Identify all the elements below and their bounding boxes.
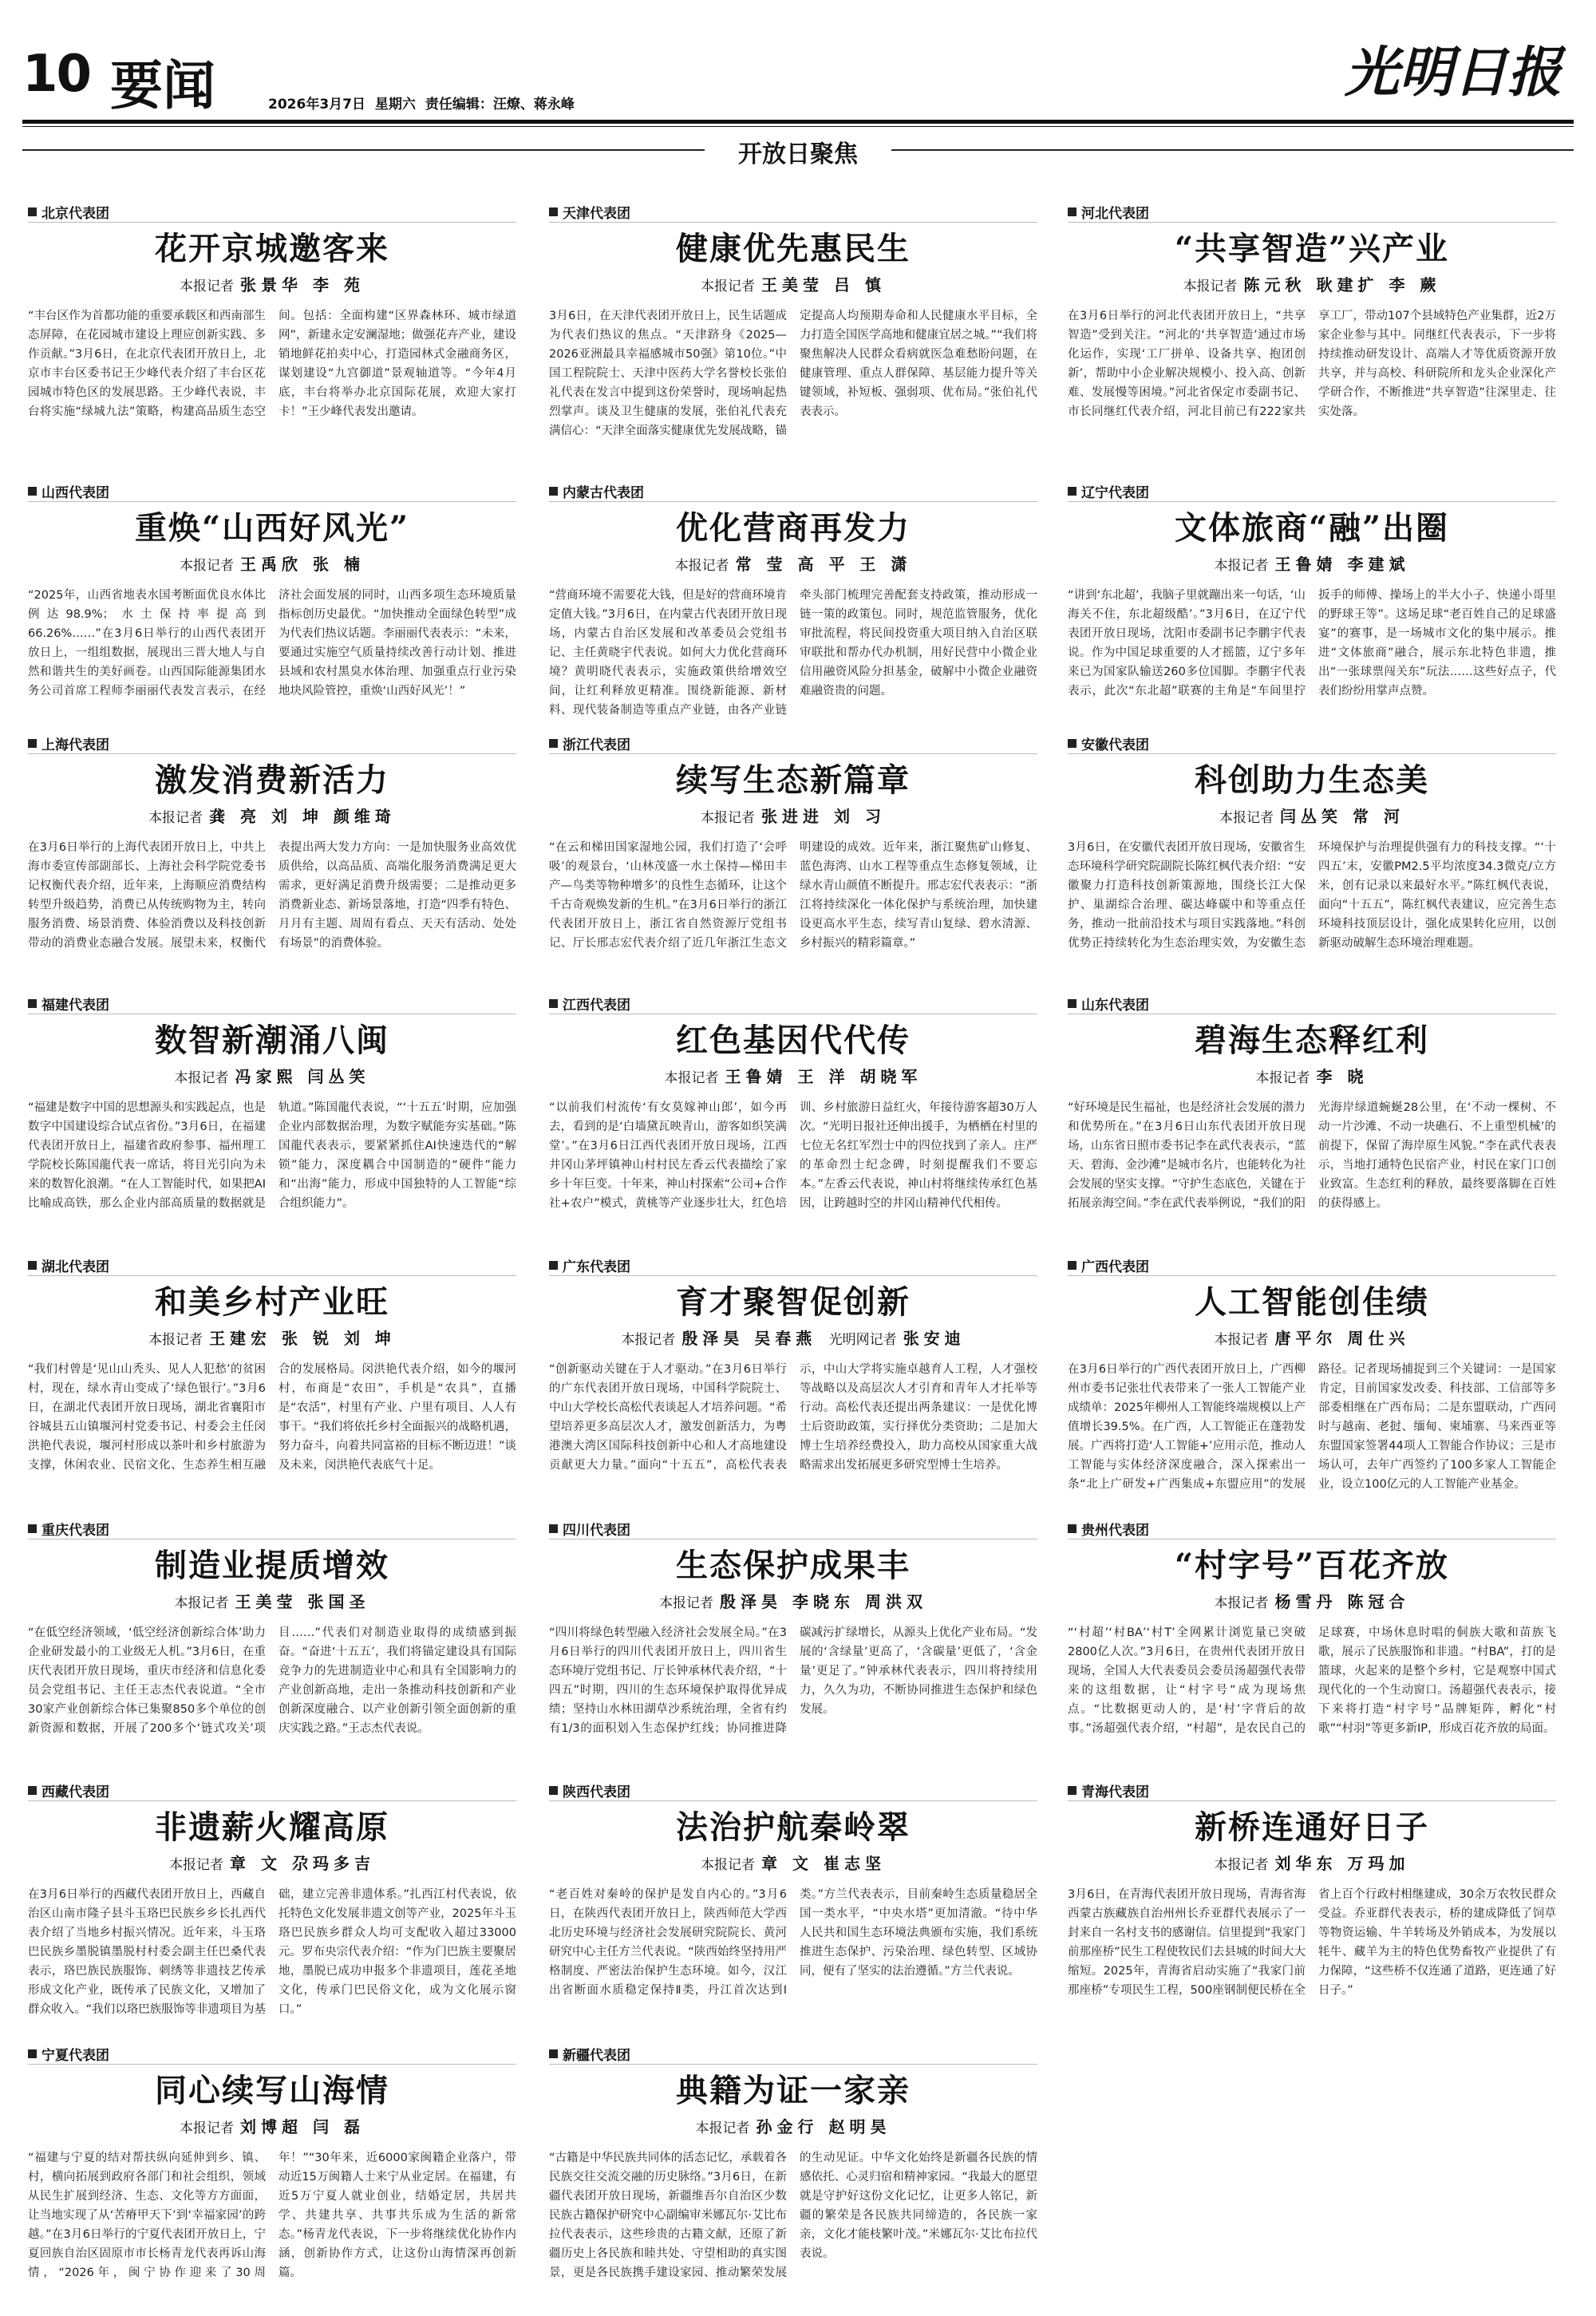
square-bullet-icon bbox=[549, 487, 558, 496]
delegation-label: 北京代表团 bbox=[41, 205, 109, 222]
byline-prefix: 本报记者 bbox=[148, 810, 203, 826]
delegation-tag bbox=[28, 733, 516, 754]
article-byline bbox=[549, 1851, 1037, 1874]
reporters: 章 文 尕玛多吉 bbox=[230, 1854, 375, 1873]
delegation-tag bbox=[1068, 1255, 1556, 1276]
square-bullet-icon bbox=[28, 2049, 37, 2058]
reporters: 王美莹 吕 慎 bbox=[761, 275, 886, 294]
article-body: 在3月6日举行的西藏代表团开放日上，西藏自治区山南市隆子县斗玉珞巴民族乡乡长扎西代表介绍了当地乡村振兴情况。近年来，斗玉珞巴民族乡墨脱镇墨脱村村委会副主任巴桑代表表示，珞巴族民族服饰、刺绣等非遗技艺传承形成文化产业，既传承了民族文化，又增加了群众收入。“我们以珞巴族服饰等非遗项目为基础，建立完善非遗体系。”扎西江村代表说，依托特色文化发展非遗文创等产业，2025年斗玉珞巴民族乡群众人均可支配收入超过33000元。罗布央宗代表介绍：“作为门巴族主要聚居地，墨脱已成功申报多个非遗项目，莲花圣地文化，传承门巴民俗文化，成为文化展示窗口。” bbox=[28, 1888, 516, 2016]
article-byline bbox=[28, 1589, 516, 1612]
section-name: 要闻 bbox=[110, 54, 215, 117]
article bbox=[28, 993, 516, 1232]
article-headline: 制造业提质增效 bbox=[155, 1547, 389, 1584]
delegation-tag bbox=[28, 1780, 516, 1801]
delegation-tag bbox=[549, 733, 1037, 754]
article-byline bbox=[28, 272, 516, 295]
byline-prefix: 本报记者 bbox=[148, 1332, 203, 1348]
article-byline bbox=[1068, 1064, 1556, 1087]
article-body: “好环境是民生福祉，也是经济社会发展的潜力和优势所在。”在3月6日山东代表团开放日现场，山东省日照市委书记李在武代表表示，“蓝天、碧海、金沙滩”是城市名片，也能转化为社会发展的坚实支撑。“守护生态底色，关键在于拓展亲海空间。”李在武代表举例说，“我们的阳光海岸绿道蜿蜒28公里，在‘不动一棵树、不动一片沙滩、不动一块礁石、不上重型机械’的前提下，保留了海岸原生风貌。”李在武代表表示，当地打通特色民宿产业，村民在家门口创业致富。生态红利的释放，最终要落脚在百姓的获得感上。 bbox=[1068, 1101, 1556, 1210]
issue-meta bbox=[268, 93, 575, 113]
delegation-label: 重庆代表团 bbox=[41, 1522, 109, 1539]
delegation-tag bbox=[549, 1255, 1037, 1276]
byline-prefix: 本报记者 bbox=[1219, 810, 1274, 826]
square-bullet-icon bbox=[1068, 1261, 1077, 1270]
article-body: “老百姓对秦岭的保护是发自内心的。”3月6日，在陕西代表团开放日上，陕西师范大学西北历史环境与经济社会发展研究院院长、黄河研究中心主任方兰代表说。“陕西始终坚持用严格制度、严密法治保护生态环境。如今，汉江出省断面水质稳定保持Ⅱ类，丹江首次达到Ⅰ类。”方兰代表表示，目前秦岭生态质量稳居全国一类水平，“中央水塔”更加清澈。“待中华人民共和国生态环境法典颁布实施，我们系统推进生态保护、污染治理、绿色转型、区域协同，便有了坚实的法治遵循。”方兰代表说。 bbox=[549, 1888, 1037, 1997]
article-headline: 文体旅商“融”出圈 bbox=[1174, 509, 1449, 547]
article-byline bbox=[28, 1326, 516, 1349]
reporters: 王鲁婧 王 洋 胡晓军 bbox=[725, 1067, 922, 1086]
delegation-tag bbox=[549, 480, 1037, 502]
delegation-label: 安徽代表团 bbox=[1081, 737, 1149, 753]
article-body: 3月6日，在安徽代表团开放日现场，安徽省生态环境科学研究院副院长陈红枫代表介绍：“安徽聚力打造科技创新策源地，围绕长江大保护、巢湖综合治理、碳达峰碳中和等重点任务，推动一批前沿技术与项目实践落地。”科创优势正持续转化为生态治理实效，为安徽生态环境保护与治理提供强有力的科技支撑。“‘十四五’末，安徽PM2.5平均浓度34.3微克/立方米，创有记录以来最好水平。”陈红枫代表说，面向“十五五”，陈红枫代表建议，应完善生态环境科技顶层设计，强化成果转化应用，以创新驱动破解生态环境治理难题。 bbox=[1068, 841, 1556, 950]
article-headline: 典籍为证一家亲 bbox=[676, 2072, 911, 2109]
delegation-label: 河北代表团 bbox=[1081, 205, 1149, 222]
byline-prefix: 本报记者 bbox=[621, 1332, 676, 1348]
article-body: “在低空经济领域，‘低空经济创新综合体’助力企业研发最小的工业级无人机。”3月6日，在重庆代表团开放日现场，重庆市经济和信息化委员会党组书记、主任王志杰代表说道。“全市30家产业创新综合体已集聚850多个单位的创新资源和数据，开展了200多个‘链式攻关’项目……”代表们对制造业取得的成绩感到振奋。“奋进‘十五五’，我们将锚定建设具有国际竞争力的先进制造业中心和具有全国影响力的产业创新高地，走出一条推动科技创新和产业创新深度融合、以产业创新引领全面创新的重庆实践之路。”王志杰代表说。 bbox=[28, 1626, 516, 1735]
article-byline bbox=[1068, 804, 1556, 827]
byline-prefix: 本报记者 bbox=[659, 1595, 714, 1611]
editors: 责任编辑：汪燎、蒋永峰 bbox=[425, 97, 575, 113]
article-headline: 新桥连通好日子 bbox=[1195, 1808, 1429, 1846]
delegation-label: 江西代表团 bbox=[563, 997, 630, 1014]
delegation-tag bbox=[28, 1255, 516, 1276]
square-bullet-icon bbox=[549, 1524, 558, 1533]
byline-prefix: 本报记者 bbox=[180, 558, 235, 574]
article-byline bbox=[28, 2114, 516, 2137]
article-body: “我们村曾是‘见山山秃头、见人人犯愁’的贫困村，现在，绿水青山变成了‘绿色银行’。”3月6日，在湖北代表团开放日现场，湖北省襄阳市谷城县五山镇堰河村党委书记、村委会主任闵洪艳代表说，堰河村形成以茶叶和乡村旅游为支撑，休闲农业、民宿文化、生态养生相互融合的发展格局。闵洪艳代表介绍，如今的堰河村，布商是“农田”，手机是“农具”，直播是“农活”，村里有产业、户里有项目、人人有事干。“我们将依托乡村全面振兴的战略机遇，努力奋斗，向着共同富裕的目标不断迈进！”谈及未来，闵洪艳代表底气十足。 bbox=[28, 1363, 516, 1472]
delegation-tag bbox=[28, 993, 516, 1014]
article-body: 在3月6日举行的河北代表团开放日上，“共享智造”受到关注。“河北的‘共享智造’通过市场化运作，实现‘工厂拼单、设备共享、抱团创新’，帮助中小企业解决规模小、投入高、创新难、发展慢等困境。”河北省保定市委副书记、市长同继红代表介绍，河北目前已有222家共享工厂，带动107个县域特色产业集群，近2万家企业参与其中。同继红代表表示，下一步将持续推动研发设计、高端人才等优质资源开放共享，并与高校、科研院所和龙头企业深化产学研合作，不断推进“共享智造”往深里走、往实处落。 bbox=[1068, 310, 1556, 418]
article-body: “福建与宁夏的结对帮扶纵向延伸到乡、镇、村，横向拓展到政府各部门和社会组织，领域从民生扩展到经济、生态、文化等方方面面，让当地实现了从‘苦瘠甲天下’到‘幸福家园’的跨越。”在3月6日举行的宁夏代表团开放日上，宁夏回族自治区固原市市长杨青龙代表再诉山海情，“2026年，闽宁协作迎来了30周年！”“30年来，近6000家闽籍企业落户，带动近15万闽籍人士来宁从业定居。在福建，有近5万宁夏人就业创业，结婚定居，共居共学、共建共享、共事共乐成为生活的新常态。”杨青龙代表说，下一步将继续优化协作内涵，创新协作方式，让这份山海情深再创新篇。 bbox=[28, 2152, 516, 2279]
byline-prefix: 本报记者 bbox=[1214, 1332, 1269, 1348]
article-headline: 科创助力生态美 bbox=[1195, 761, 1429, 799]
delegation-label: 陕西代表团 bbox=[563, 1784, 630, 1800]
reporters: 刘华东 万玛加 bbox=[1274, 1854, 1410, 1873]
article-body: “丰台区作为首都功能的重要承载区和西南部生态屏障，在花园城市建设上理应创新实践、多作贡献。”3月6日，在北京代表团开放日上，北京市丰台区委书记王少峰代表介绍了丰台区花园城市特色区的发展思路。王少峰代表说，丰台将实施“绿城九法”策略，构建高品质生态空间。包括：全面构建“区界森林环、城市绿道网”，新建永定安澜湿地；做强花卉产业，建设销地鲜花拍卖中心，打造园林式金融商务区，谋划建设“九宫御道”景观轴道等。“今年4月底，丰台将举办北京国际花展，欢迎大家打卡！”王少峰代表发出邀请。 bbox=[28, 310, 516, 418]
byline-prefix: 本报记者 bbox=[180, 279, 235, 294]
reporters: 李 晓 bbox=[1316, 1067, 1369, 1086]
byline-prefix: 本报记者 bbox=[1214, 1595, 1269, 1611]
article-headline: 生态保护成果丰 bbox=[676, 1547, 911, 1584]
article-headline: 育才聚智促创新 bbox=[676, 1283, 911, 1321]
reporters: 杨雪丹 陈冠合 bbox=[1274, 1592, 1410, 1611]
article-byline bbox=[1068, 1851, 1556, 1874]
square-bullet-icon bbox=[1068, 1786, 1077, 1795]
delegation-label: 四川代表团 bbox=[563, 1522, 630, 1539]
article bbox=[28, 733, 516, 972]
article-byline bbox=[549, 2114, 1037, 2137]
article bbox=[1068, 1518, 1556, 1757]
page-number: 10 bbox=[22, 45, 91, 104]
delegation-label: 贵州代表团 bbox=[1081, 1522, 1149, 1539]
article-body: 3月6日，在青海代表团开放日现场，青海省海西蒙古族藏族自治州州长乔亚群代表展示了一封来自一名村支书的感谢信。信里提到“我家门前那座桥”民生工程使牧民们去县城的时间大大缩短。2025年，青海省启动实施了“我家门前那座桥”专项民生工程，500座钢制便民桥在全省上百个行政村相继建成，30余万农牧民群众受益。乔亚群代表表示，桥的建成降低了饲草等物资运输、牛羊转场及外销成本，为发展以牦牛、藏羊为主的特色优势畜牧产业提供了有力保障，“这些桥不仅连通了道路，更连通了好日子。” bbox=[1068, 1888, 1556, 1997]
reporters: 闫丛笑 常 河 bbox=[1280, 807, 1404, 826]
article bbox=[1068, 480, 1556, 720]
article-headline: 优化营商再发力 bbox=[676, 509, 911, 547]
article-headline: 花开京城邀客来 bbox=[155, 230, 389, 267]
byline-prefix: 本报记者 bbox=[1255, 1070, 1310, 1086]
delegation-tag bbox=[1068, 201, 1556, 223]
reporters: 常 莹 高 平 王 潇 bbox=[735, 555, 912, 574]
byline-prefix: 本报记者 bbox=[1214, 1857, 1269, 1873]
reporters: 殷泽昊 李晓东 周洪双 bbox=[720, 1592, 927, 1611]
square-bullet-icon bbox=[28, 487, 37, 496]
delegation-tag bbox=[549, 1780, 1037, 1801]
delegation-label: 湖北代表团 bbox=[41, 1259, 109, 1275]
article-body: 3月6日，在天津代表团开放日上，民生话题成为代表们热议的焦点。“天津跻身《2025—2026亚洲最具幸福感城市50强》第10位。”中国工程院院士、天津中医药大学名誉校长张伯礼代表在发言中提到这份荣誉时，现场响起热烈掌声。谈及卫生健康的发展，张伯礼代表充满信心：“天津全面落实健康优先发展战略，锚定提高人均预期寿命和人民健康水平目标，全力打造全国医学高地和健康宜居之城。”“我们将聚焦解决人民群众看病就医急难愁盼问题，在健康管理、重点人群保障、基层能力提升等关键领域，补短板、强弱项、优布局。”张伯礼代表表示。 bbox=[549, 310, 1037, 437]
delegation-label: 山西代表团 bbox=[41, 484, 109, 501]
byline-prefix: 本报记者 bbox=[701, 1857, 756, 1873]
reporters: 王美莹 张国圣 bbox=[235, 1592, 370, 1611]
page-header bbox=[22, 30, 1574, 118]
masthead-text: 光明日报 bbox=[1344, 41, 1562, 105]
square-bullet-icon bbox=[549, 2049, 558, 2058]
article-byline bbox=[549, 804, 1037, 827]
article bbox=[28, 1780, 516, 2019]
header-rule bbox=[22, 120, 1574, 124]
article bbox=[1068, 733, 1556, 972]
square-bullet-icon bbox=[28, 1261, 37, 1270]
article-headline: 人工智能创佳绩 bbox=[1195, 1283, 1429, 1321]
reporters: 刘博超 闫 磊 bbox=[240, 2117, 365, 2136]
article bbox=[549, 1780, 1037, 2019]
delegation-tag bbox=[1068, 993, 1556, 1014]
delegation-label: 广东代表团 bbox=[563, 1259, 630, 1275]
article-byline bbox=[28, 551, 516, 575]
reporters: 唐平尔 周仕兴 bbox=[1274, 1329, 1410, 1348]
header-rule-thin bbox=[22, 126, 1574, 127]
delegation-label: 新疆代表团 bbox=[563, 2047, 630, 2064]
issue-weekday: 星期六 bbox=[374, 97, 416, 113]
article-headline: “共享智造”兴产业 bbox=[1174, 230, 1449, 267]
delegation-tag bbox=[549, 1518, 1037, 1539]
article-byline bbox=[28, 1064, 516, 1087]
delegation-tag bbox=[1068, 733, 1556, 754]
article-body: “2025年，山西省地表水国考断面优良水体比例达98.9%；水土保持率提高到66.26%……”在3月6日举行的山西代表团开放日上，一组组数据，展现出三晋大地人与自然和谐共生的美好画卷。山西国际能源集团水务公司首席工程师李丽丽代表发言表示，在经济社会面发展的同时，山西多项生态环境质量指标创历史最优。“加快推动全面绿色转型”成为代表们热议话题。李丽丽代表表示：“未来，要通过实施空气质量持续改善行动计划、推进县域和农村黑臭水体治理、加强重点行业污染地块风险管控，重焕‘山西好风光’！” bbox=[28, 589, 516, 698]
delegation-tag bbox=[28, 201, 516, 223]
square-bullet-icon bbox=[549, 1786, 558, 1795]
article-body: “创新驱动关键在于人才驱动。”在3月6日举行的广东代表团开放日现场，中国科学院院士、中山大学校长高松代表谈起人才培养问题。“希望培养更多高层次人才，激发创新活力，为粤港澳大湾区国际科技创新中心和人才高地建设贡献更大力量。”面向“十五五”，高松代表表示，中山大学将实施卓越育人工程，人才强校等战略以及高层次人才引育和青年人才托举等行动。高松代表还提出两条建议：一是优化博士后资助政策，实行择优分类资助；二是加大博士生培养经费投入，助力高校从国家重大战略需求出发拓展更多研究型博士生培养。 bbox=[549, 1363, 1037, 1472]
article-byline bbox=[549, 1589, 1037, 1612]
article-headline: 碧海生态释红利 bbox=[1195, 1022, 1429, 1059]
article bbox=[549, 2043, 1037, 2316]
byline-prefix: 本报记者 bbox=[180, 2120, 235, 2136]
banner-line-right bbox=[891, 149, 1574, 151]
byline-prefix: 本报记者 bbox=[695, 2120, 750, 2136]
article-body: “‘村超’‘村BA’‘村T’全网累计浏览量已突破2800亿人次。”3月6日，在贵州代表团开放日现场，全国人大代表委员会委员汤超强代表带来的这组数据，让“村字号”成为现场焦点。“比数据更动人的，是‘村’字背后的故事。”汤超强代表介绍，“村超”，是农民自己的足球赛，中场休息时唱的侗族大歌和苗族飞歌，展示了民族服饰和非遗。“村BA”，打的是篮球，火起来的是整个乡村，它是观察中国式现代化的一个生动窗口。汤超强代表表示，接下来将打造“村字号”品牌矩阵，孵化“村歌”“村羽”等更多新IP，形成百花齐放的局面。 bbox=[1068, 1626, 1556, 1735]
article bbox=[1068, 1780, 1556, 2019]
article bbox=[1068, 201, 1556, 441]
article-headline: 同心续写山海情 bbox=[155, 2072, 389, 2109]
square-bullet-icon bbox=[1068, 739, 1077, 748]
delegation-tag bbox=[28, 480, 516, 502]
square-bullet-icon bbox=[549, 207, 558, 216]
article-headline: 红色基因代代传 bbox=[676, 1022, 911, 1059]
reporters: 张进进 刘 习 bbox=[761, 807, 886, 826]
article-byline bbox=[549, 272, 1037, 295]
article bbox=[28, 1255, 516, 1494]
delegation-label: 广西代表团 bbox=[1081, 1259, 1149, 1275]
article bbox=[549, 1518, 1037, 1757]
byline-prefix: 本报记者 bbox=[701, 810, 756, 826]
article-body: 在3月6日举行的上海代表团开放日上，中共上海市委宣传部副部长、上海社会科学院党委书记权衡代表介绍，近年来，上海顺应消费结构转型升级趋势，消费已从传统购物为主，转向服务消费、场景消费、体验消费以及科技创新带动的消费业态融合发展。展望未来，权衡代表提出两大发力方向：一是加快服务业高效优质供给，以高品质、高端化服务消费满足更大需求，更好满足消费升级需要；二是推动更多消费新业态、新场景落地，打造“四季有特色、月月有主题、周周有看点、天天有活动、处处有场景”的消费体验。 bbox=[28, 841, 516, 950]
byline-prefix: 本报记者 bbox=[1214, 558, 1269, 574]
topic-banner bbox=[22, 134, 1574, 166]
article-headline: 数智新潮涌八闽 bbox=[155, 1022, 389, 1059]
article bbox=[1068, 993, 1556, 1232]
article-byline bbox=[1068, 551, 1556, 575]
article-byline bbox=[1068, 272, 1556, 295]
banner-title: 开放日聚焦 bbox=[727, 134, 869, 169]
delegation-label: 宁夏代表团 bbox=[41, 2047, 109, 2064]
article-body: “古籍是中华民族共同体的活态记忆，承载着各民族交往交流交融的历史脉络。”3月6日，在新疆代表团开放日现场，新疆维吾尔自治区少数民族古籍保护研究中心副编审米娜瓦尔·艾比布拉代表表示，这些珍贵的古籍文献，还原了新疆历史上各民族和睦共处、守望相助的真实图景，更是各民族携手建设家园、推动繁荣发展的生动见证。中华文化始终是新疆各民族的情感依托、心灵归宿和精神家园。“我最大的愿望就是守护好这份文化记忆，让更多人铭记，新疆的繁荣是各民族共同缔造的，各民族一家亲，文化才能枝繁叶茂。”米娜瓦尔·艾比布拉代表说。 bbox=[549, 2152, 1037, 2279]
article bbox=[28, 1518, 516, 1757]
article-headline: “村字号”百花齐放 bbox=[1174, 1547, 1449, 1584]
article-headline: 重焕“山西好风光” bbox=[134, 509, 409, 547]
delegation-tag bbox=[549, 993, 1037, 1014]
delegation-tag bbox=[28, 1518, 516, 1539]
issue-date: 2026年3月7日 bbox=[268, 97, 365, 113]
reporters: 殷泽昊 吴春燕 bbox=[681, 1329, 817, 1348]
article-body: “讲到‘东北超’，我脑子里就蹦出来一句话，‘山海关不住，东北超级酷’。”3月6日，在辽宁代表团开放日现场，沈阳市委副书记李鹏宇代表说。作为中国足球重要的人才摇篮，辽宁多年来已为国家队输送260多位国脚。李鹏宇代表表示，此次“东北超”联赛的主角是“车间里拧扳手的师傅、操场上的半大小子、快递小哥里的野球王等”。这场足球“老百姓自己的足球盛宴”的赛事，是一场城市文化的集中展示。推进“文体旅商”融合，展示东北特色非遗，推出“一张球票闯关东”玩法……这些好点子，代表们纷纷用掌声点赞。 bbox=[1068, 589, 1556, 698]
article bbox=[549, 993, 1037, 1232]
delegation-label: 上海代表团 bbox=[41, 737, 109, 753]
byline-prefix: 本报记者 bbox=[701, 279, 756, 294]
delegation-label: 辽宁代表团 bbox=[1081, 484, 1149, 501]
article-headline: 非遗薪火耀高原 bbox=[155, 1808, 389, 1846]
square-bullet-icon bbox=[28, 1524, 37, 1533]
byline-prefix: 本报记者 bbox=[169, 1857, 224, 1873]
square-bullet-icon bbox=[549, 739, 558, 748]
article bbox=[28, 480, 516, 720]
delegation-tag bbox=[1068, 1780, 1556, 1801]
reporters: 陈元秋 耿建扩 李 蕨 bbox=[1243, 275, 1441, 294]
article bbox=[28, 2043, 516, 2316]
byline-prefix: 本报记者 bbox=[664, 1070, 719, 1086]
reporters: 冯家熙 闫丛笑 bbox=[235, 1067, 370, 1086]
article-byline bbox=[549, 551, 1037, 575]
byline-extra-prefix: 光明网记者 bbox=[828, 1332, 897, 1348]
article bbox=[549, 733, 1037, 972]
article-body: “四川将绿色转型融入经济社会发展全局。”在3月6日举行的四川代表团开放日上，四川省生态环境厅党组书记、厅长钟承林代表介绍，“十四五”时期，四川的生态环境保护取得优异成绩；坚持山水林田湖草沙系统治理，全省有约有1/3的面积划入生态保护红线；协同推进降碳减污扩绿增长，从源头上优化产业布局。“发展的‘含绿量’更高了，‘含碳量’更低了，‘含金量’更足了。”钟承林代表表示，四川将持续用力，久久为功，不断协同推进生态保护和绿色发展。 bbox=[549, 1626, 1037, 1735]
delegation-label: 天津代表团 bbox=[563, 205, 630, 222]
square-bullet-icon bbox=[549, 999, 558, 1008]
article-body: “营商环境不需要花大钱，但是好的营商环境肯定值大钱。”3月6日，在内蒙古代表团开放日现场，内蒙古自治区发展和改革委员会党组书记、主任黄晓宇代表说。如何大力优化营商环境？黄明晓代表表示，实施政策供给增效空间，让红利释放更精准。围绕新能源、新材料、现代装备制造等重点产业链，由各产业链牵头部门梳理完善配套支持政策，推动形成一链一策的政策包。同时，规范监管服务，优化审批流程，将民间投资重大项目纳入自治区联审联批和帮办代办机制，用好民营中小微企业信用融资风险分担基金，破解中小微企业融资难融资贵的问题。 bbox=[549, 589, 1037, 717]
square-bullet-icon bbox=[549, 1261, 558, 1270]
masthead-logo bbox=[1318, 32, 1566, 105]
article-body: 在3月6日举行的广西代表团开放日上，广西柳州市委书记张壮代表带来了一张人工智能产业成绩单：2025年柳州人工智能终端规模以上产值增长39.5%。在广西，人工智能正在蓬勃发展。广西将打造‘人工智能+’应用示范，推动人工智能与实体经济深度融合，深入探索出一条“北上广研发+广西集成+东盟应用”的发展路径。记者现场捕捉到三个关键词：一是国家肯定，目前国家发改委、科技部、工信部等多部委相继在广西布局；二是东盟联动，广西同时与越南、老挝、缅甸、柬埔寨、马来西亚等东盟国家签署44项人工智能合作协议；三是市场认可，去年广西签约了100多家人工智能企业，设立100亿元的人工智能产业基金。 bbox=[1068, 1363, 1556, 1491]
reporters: 章 文 崔志坚 bbox=[761, 1854, 886, 1873]
delegation-label: 山东代表团 bbox=[1081, 997, 1149, 1014]
byline-prefix: 本报记者 bbox=[174, 1070, 229, 1086]
delegation-tag bbox=[1068, 1518, 1556, 1539]
byline-extra: 张安迪 bbox=[903, 1329, 966, 1348]
delegation-label: 福建代表团 bbox=[41, 997, 109, 1014]
article-headline: 健康优先惠民生 bbox=[676, 230, 911, 267]
reporters: 王禹欣 张 楠 bbox=[240, 555, 365, 574]
delegation-label: 青海代表团 bbox=[1081, 1784, 1149, 1800]
reporters: 张景华 李 苑 bbox=[240, 275, 365, 294]
square-bullet-icon bbox=[1068, 999, 1077, 1008]
square-bullet-icon bbox=[28, 739, 37, 748]
reporters: 王鲁婧 李建斌 bbox=[1274, 555, 1410, 574]
article-byline bbox=[28, 1851, 516, 1874]
article-headline: 和美乡村产业旺 bbox=[155, 1283, 389, 1321]
article-headline: 续写生态新篇章 bbox=[676, 761, 911, 799]
article-body: “在云和梯田国家湿地公园，我们打造了‘会呼吸’的观景台，‘山林茂盛一水土保持—梯田丰产—鸟类等物种增多’的良性生态循环，让这个千古奇观焕发新的生机。”在3月6日举行的浙江代表团开放日上，浙江省自然资源厅党组书记、厅长邢志宏代表介绍了近几年浙江生态文明建设的成效。近年来，浙江聚焦矿山修复、蓝色海湾、山水工程等重点生态修复领域，让绿水青山颜值不断提升。邢志宏代表表示：“浙江将持续深化一体化保护与系统治理，加快建设更高水平生态，续写青山复绿、碧水清源、乡村振兴的精彩篇章。” bbox=[549, 841, 1037, 950]
square-bullet-icon bbox=[1068, 207, 1077, 216]
article bbox=[1068, 1255, 1556, 1494]
square-bullet-icon bbox=[28, 1786, 37, 1795]
reporters: 王建宏 张 锐 刘 坤 bbox=[209, 1329, 396, 1348]
article-headline: 激发消费新活力 bbox=[155, 761, 389, 799]
banner-line-left bbox=[22, 149, 705, 151]
reporters: 龚 亮 刘 坤 颜维琦 bbox=[209, 807, 396, 826]
square-bullet-icon bbox=[1068, 487, 1077, 496]
article bbox=[28, 201, 516, 441]
byline-prefix: 本报记者 bbox=[674, 558, 729, 574]
square-bullet-icon bbox=[1068, 1524, 1077, 1533]
delegation-label: 浙江代表团 bbox=[563, 737, 630, 753]
delegation-label: 内蒙古代表团 bbox=[563, 484, 644, 501]
article-headline: 法治护航秦岭翠 bbox=[676, 1808, 911, 1846]
article bbox=[549, 480, 1037, 720]
article-byline bbox=[549, 1064, 1037, 1087]
delegation-tag bbox=[549, 2043, 1037, 2065]
square-bullet-icon bbox=[28, 999, 37, 1008]
delegation-tag bbox=[549, 201, 1037, 223]
byline-prefix: 本报记者 bbox=[174, 1595, 229, 1611]
article bbox=[549, 201, 1037, 441]
delegation-label: 西藏代表团 bbox=[41, 1784, 109, 1800]
article-body: “以前我们村流传‘有女莫嫁神山郎’，如今再去，看到的是‘白墙黛瓦映青山，游客如织笑满堂’。”在3月6日江西代表团开放日现场，江西井冈山茅坪镇神山村村民左香云代表描绘了家乡十年巨变。十年来，神山村探索“公司+合作社+农户”模式，黄桃等产业逐步壮大，红色培训、乡村旅游日益红火，年接待游客超30万人次。“光明日报社还伸出援手，为栖栖在村里的七位无名红军烈士中的四位找到了亲人。庄严的革命烈士纪念碑，时刻提醒我们不要忘本。”左香云代表说，神山村将继续传承红色基因，让跨越时空的井冈山精神代代相传。 bbox=[549, 1101, 1037, 1210]
article bbox=[549, 1255, 1037, 1494]
byline-prefix: 本报记者 bbox=[1183, 279, 1238, 294]
delegation-tag bbox=[1068, 480, 1556, 502]
article-byline bbox=[549, 1326, 1037, 1349]
article-byline bbox=[28, 804, 516, 827]
square-bullet-icon bbox=[28, 207, 37, 216]
reporters: 孙金行 赵明昊 bbox=[756, 2117, 891, 2136]
article-byline bbox=[1068, 1326, 1556, 1349]
article-byline bbox=[1068, 1589, 1556, 1612]
article-body: “福建是数字中国的思想源头和实践起点，也是数字中国建设综合试点省份。”3月6日，在福建代表团开放日上，福建省政府参事、福州理工学院校长陈国龍代表一席话，将目光引向为未来的数智化浪潮。“在人工智能时代，如果把AI比喻成高铁，那么企业内部高质量的数据就是轨道。”陈国龍代表说，“‘十五五’时期，应加强企业内部数据治理，为数字赋能夯实基础。”陈国龍代表表示，要紧紧抓住AI快速迭代的“解锁”能力，深度耦合中国制造的“硬件”能力和“出海”能力，形成中国独特的人工智能“综合组织能力”。 bbox=[28, 1101, 516, 1210]
delegation-tag bbox=[28, 2043, 516, 2065]
